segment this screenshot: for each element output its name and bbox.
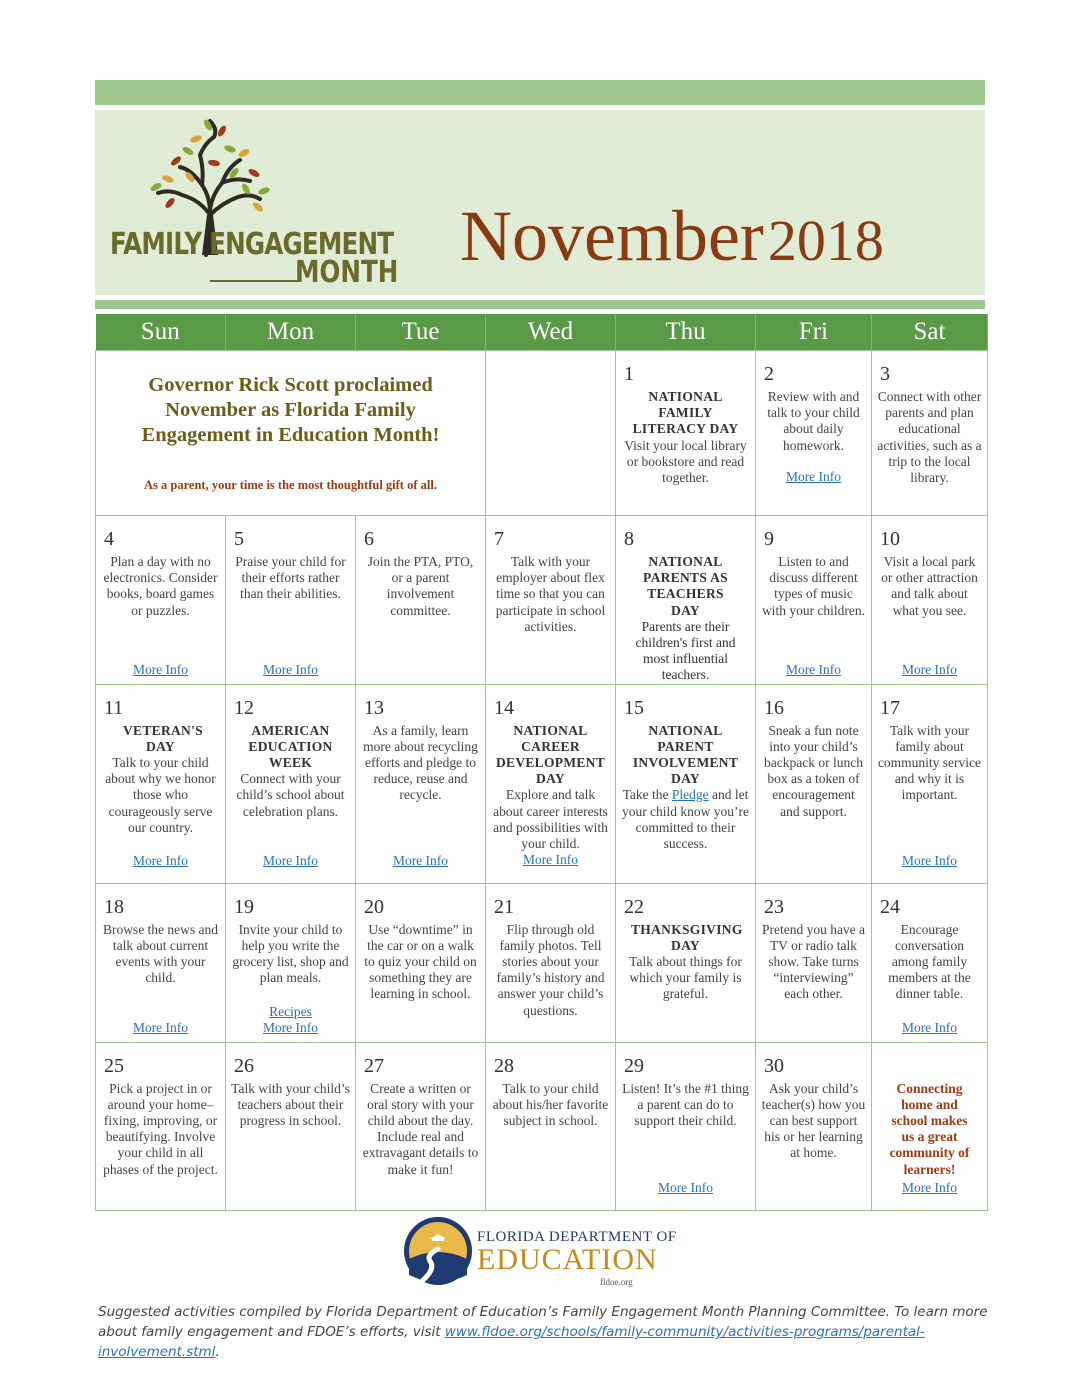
day-number: 13 [364,696,384,719]
fldoe-seal-icon [402,1215,474,1287]
day-cell-13 [356,684,486,883]
day-number: 15 [624,696,644,719]
day-cell-5 [226,516,356,685]
community-message: Connecting home and school makes us a great community of learners! [889,1080,970,1177]
day-number: 8 [624,528,634,550]
activity-text: Flip through old family photos. Tell stories about your family’s history and answer your child’s questions. [496,921,605,1018]
day-cell-25 [96,1042,226,1210]
proclamation-text: Governor Rick Scott proclaimed November as Florida Family Engagement in Education Month! [141,374,440,446]
pledge-link[interactable]: Pledge [671,787,709,803]
day-number: 14 [494,696,514,719]
activity-text: Visit a local park or other attraction and talk about what you see. [881,554,978,618]
day-number: 17 [880,696,900,719]
event-heading: THANKSGIVING DAY [631,921,743,953]
logo-text-family-engagement: FAMILY ENGAGEMENT [110,227,394,262]
weekday-header-row [96,314,988,351]
weekday-thu: Thu [616,314,756,351]
doe-url: fldoe.org [600,1277,633,1287]
activity-text-after: and let your child know you’re committed to their success. [621,787,750,852]
day-number: 24 [880,895,900,918]
activity-text: Use “downtime” in the car or on a walk to quiz your child on something they are learning in school. [364,921,477,1002]
day-number: 3 [880,363,890,385]
day-number: 18 [104,895,124,918]
event-heading: NATIONAL CAREER DEVELOPMENT DAY [495,722,606,787]
day-number: 9 [764,528,774,550]
more-info-link[interactable]: More Info [785,469,842,484]
day-cell-20 [356,883,486,1042]
day-number: 7 [494,528,504,550]
day-number: 16 [764,696,784,719]
day-number: 21 [494,895,514,918]
page-title [460,195,884,278]
parent-time-text: As a parent, your time is the most thoughtful gift of all. [144,478,437,492]
activity-text: Invite your child to help you write the grocery list, shop and plan meals. [232,921,349,986]
day-cell-1 [616,351,756,516]
activity-text: Explore and talk about career interests and possibilities with your child. [493,787,608,852]
day-cell-23 [756,883,872,1042]
day-cell-empty [486,351,616,516]
day-cell-24 [872,883,988,1042]
weekday-mon: Mon [226,314,356,351]
activity-text: Review with and talk to your child about daily homework. [767,389,860,453]
day-number: 1 [624,363,634,385]
day-number: 5 [234,528,244,550]
day-cell-17 [872,684,988,883]
activity-text: Parents are their children's first and most influential teachers. [635,618,736,683]
week-row-4 [96,883,988,1042]
day-cell-30 [756,1042,872,1210]
week-row-1 [96,351,988,516]
activity-text: Create a written or oral story with your child about the day. Include real and extravagant details to make it fun! [362,1080,479,1177]
more-info-link[interactable]: More Info [132,852,189,868]
weekday-sat: Sat [872,314,988,351]
activity-text: Browse the news and talk about current events with your child. [102,921,219,986]
day-cell-15 [616,684,756,883]
activity-text: Talk about things for which your family is grateful. [629,954,742,1002]
week-row-3 [96,684,988,883]
event-heading: NATIONAL FAMILY LITERACY DAY [632,389,739,437]
logo-text-month: MONTH [295,255,399,290]
day-cell-27 [356,1042,486,1210]
more-info-link[interactable]: More Info [901,1019,958,1035]
more-info-link[interactable]: More Info [901,661,958,677]
day-number: 29 [624,1054,644,1077]
day-cell-18 [96,883,226,1042]
day-number: 20 [364,895,384,918]
intro-cell [96,351,486,516]
day-number: 6 [364,528,374,550]
activity-text: Talk to your child about his/her favorite subject in school. [492,1080,609,1129]
activity-text: Praise your child for their efforts rather than their abilities. [235,554,346,602]
weekday-wed: Wed [486,314,616,351]
fldoe-logo [402,1215,677,1290]
doe-name-line2: EDUCATION [477,1243,658,1276]
more-info-link[interactable]: More Info [262,852,319,868]
footer-end: . [215,1344,220,1360]
day-number: 2 [764,363,774,385]
day-number: 4 [104,528,114,550]
activity-text: Listen! It’s the #1 thing a parent can do to support their child. [622,1080,749,1129]
day-cell-7 [486,516,616,685]
activity-text: Pretend you have a TV or radio talk show. Take turns “interviewing” each other. [761,921,866,1002]
day-cell-16 [756,684,872,883]
day-cell-11 [96,684,226,883]
more-info-link[interactable]: More Info [132,1019,189,1035]
community-cell [872,1042,988,1210]
event-heading: VETERAN'S DAY [123,722,203,754]
activity-text: As a family, learn more about recycling efforts and pledge to reduce, reuse and recycle. [363,722,478,803]
day-cell-22 [616,883,756,1042]
day-cell-26 [226,1042,356,1210]
activity-text: Connect with your child’s school about celebration plans. [236,771,345,819]
activity-text: Visit your local library or bookstore and read together. [624,437,747,486]
more-info-link[interactable]: More Info [132,661,189,677]
footer-text: Suggested activities compiled by Florida Department of Education’s Family Engagement Month Planning Committee. To learn more about family engagement and FDOE’s efforts, visit [98,1304,988,1340]
activity-text: Talk with your family about community service and why it is important. [877,722,982,803]
weekday-fri: Fri [756,314,872,351]
activity-text: Listen to and discuss different types of music with your children. [761,554,866,618]
day-cell-9 [756,516,872,685]
activity-text: Plan a day with no electronics. Consider books, board games or puzzles. [103,554,218,618]
activity-text: Talk with your child’s teachers about their progress in school. [231,1080,350,1129]
link-group [226,1004,355,1036]
day-number: 26 [234,1054,254,1077]
title-year: 2018 [767,208,884,273]
day-number: 28 [494,1054,514,1077]
event-heading: AMERICAN EDUCATION WEEK [248,722,333,771]
thin-green-bar [95,300,985,309]
footer-note [98,1302,988,1362]
day-cell-4 [96,516,226,685]
event-heading: NATIONAL PARENT INVOLVEMENT DAY [632,722,739,787]
activity-text: Connect with other parents and plan educational activities, such as a trip to the local library. [877,389,982,486]
more-info-link[interactable]: More Info [901,1179,958,1195]
day-number: 25 [104,1054,124,1077]
day-cell-29 [616,1042,756,1210]
day-number: 30 [764,1054,784,1077]
activity-text: Talk to your child about why we honor those who courageously serve our country. [105,755,216,835]
logo-rule [210,280,298,282]
top-green-bar [95,80,985,105]
day-number: 23 [764,895,784,918]
activity-text [621,787,750,852]
day-number: 11 [104,696,124,719]
more-info-link[interactable]: More Info [901,852,958,868]
day-number: 27 [364,1054,384,1077]
activity-text: Join the PTA, PTO, or a parent involvement committee. [367,554,474,618]
title-month: November [460,196,764,276]
day-number: 22 [624,895,644,918]
more-info-link[interactable]: More Info [657,1179,714,1195]
day-cell-14 [486,684,616,883]
weekday-tue: Tue [356,314,486,351]
more-info-link[interactable]: More Info [522,852,579,868]
day-cell-12 [226,684,356,883]
more-info-link[interactable]: More Info [392,852,449,868]
day-cell-8 [616,516,756,685]
day-number: 19 [234,895,254,918]
more-info-link[interactable]: More Info [262,661,319,677]
week-row-5 [96,1042,988,1210]
event-heading: NATIONAL PARENTS AS TEACHERS DAY [643,554,728,618]
day-cell-10 [872,516,988,685]
day-cell-2 [756,351,872,516]
day-cell-3 [872,351,988,516]
day-cell-21 [486,883,616,1042]
day-cell-28 [486,1042,616,1210]
day-number: 10 [880,528,900,550]
activity-text: Pick a project in or around your home– fixing, improving, or beautifying. Involve your child in all phases of the project. [103,1080,218,1177]
more-info-link[interactable]: More Info [262,1019,319,1035]
recipes-link[interactable]: Recipes [269,1003,312,1019]
weekday-sun: Sun [96,314,226,351]
day-cell-19 [226,883,356,1042]
activity-text: Talk with your employer about flex time so that you can participate in school activities. [495,554,606,634]
activity-text: Sneak a fun note into your child’s backpack or lunch box as a token of encouragement and support. [764,722,863,819]
day-cell-6 [356,516,486,685]
activity-text: Encourage conversation among family members at the dinner table. [888,921,971,1002]
more-info-link[interactable]: More Info [785,661,842,677]
doe-name-line1: FLORIDA DEPARTMENT OF [477,1229,677,1245]
activity-text-before: Take the [622,787,672,803]
calendar-table [95,314,988,1211]
week-row-2 [96,516,988,685]
day-number: 12 [234,696,254,719]
footer-link[interactable]: www.fldoe.org/schools/family-community/activities-programs/parental-involvement.stml [98,1324,925,1360]
family-engagement-logo [110,115,399,295]
activity-text: Ask your child’s teacher(s) how you can best support his or her learning at home. [761,1080,866,1161]
